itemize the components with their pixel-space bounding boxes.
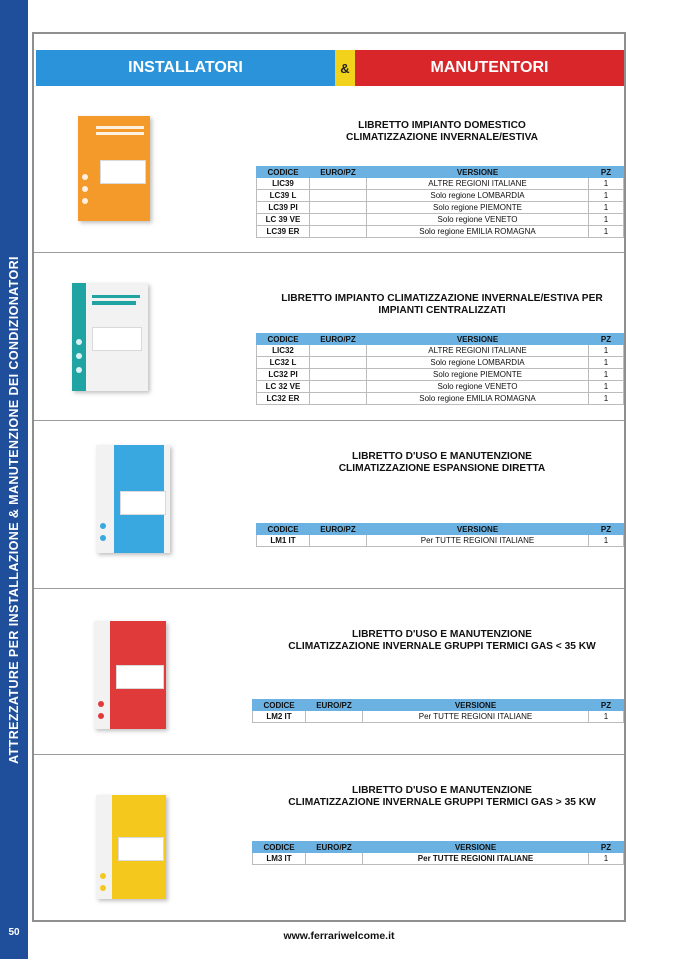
cell-code: LC32 L: [257, 357, 310, 369]
col-euro: EURO/PZ: [310, 524, 367, 535]
side-title: ATTREZZATURE PER INSTALLAZIONE & MANUTENZIONE DEI CONDIZIONATORI: [7, 256, 21, 764]
col-versione: VERSIONE: [367, 334, 589, 345]
booklet-image-orange: [78, 116, 150, 221]
col-codice: CODICE: [257, 524, 310, 535]
table-row: [257, 190, 624, 202]
col-codice: CODICE: [253, 700, 306, 711]
cell-version: Solo regione LOMBARDIA: [367, 190, 589, 202]
cell-pz: 1: [589, 345, 624, 357]
table-row: [257, 345, 624, 357]
booklet-image-teal: [72, 283, 148, 391]
booklet-image-blue: [96, 445, 170, 553]
table-row: [253, 711, 624, 723]
booklet-image-yellow: [96, 795, 166, 899]
cell-version: ALTRE REGIONI ITALIANE: [367, 345, 589, 357]
cell-version: Per TUTTE REGIONI ITALIANE: [363, 711, 589, 723]
booklet-image-red: [94, 621, 166, 729]
cell-euro: [310, 381, 367, 393]
cell-version: Solo regione VENETO: [367, 381, 589, 393]
cell-code: LC39 PI: [257, 202, 310, 214]
section-title: [262, 785, 622, 809]
spec-table: [252, 841, 624, 865]
banner-installatori: INSTALLATORI: [36, 50, 335, 86]
col-pz: PZ: [589, 334, 624, 345]
cell-euro: [310, 226, 367, 238]
col-euro: EURO/PZ: [310, 334, 367, 345]
cell-euro: [310, 214, 367, 226]
product-section-lic39: [34, 86, 624, 252]
table-row: [257, 369, 624, 381]
col-versione: VERSIONE: [367, 524, 589, 535]
product-section-lm2: [34, 588, 624, 755]
section-title-line2: CLIMATIZZAZIONE INVERNALE/ESTIVA: [345, 132, 539, 143]
catalog-frame: [32, 32, 626, 922]
cell-pz: 1: [589, 535, 624, 547]
cell-euro: [310, 345, 367, 357]
table-row: [257, 381, 624, 393]
col-versione: VERSIONE: [363, 700, 589, 711]
section-title-line1: LIBRETTO IMPIANTO DOMESTICO: [358, 120, 526, 131]
category-banner: [36, 50, 624, 86]
cell-pz: 1: [589, 178, 624, 190]
section-title-line2: CLIMATIZZAZIONE INVERNALE GRUPPI TERMICI GAS < 35 KW: [288, 641, 596, 652]
cell-code: LM2 IT: [253, 711, 306, 723]
cell-code: LC32 ER: [257, 393, 310, 405]
section-title-line2: CLIMATIZZAZIONE INVERNALE GRUPPI TERMICI GAS > 35 KW: [288, 797, 596, 808]
cell-code: LC 39 VE: [257, 214, 310, 226]
cell-version: Solo regione EMILIA ROMAGNA: [367, 226, 589, 238]
cell-pz: 1: [589, 393, 624, 405]
cell-code: LC 32 VE: [257, 381, 310, 393]
cell-code: LIC39: [257, 178, 310, 190]
table-row: [257, 357, 624, 369]
col-codice: CODICE: [257, 167, 310, 178]
section-title-line2: IMPIANTI CENTRALIZZATI: [378, 305, 506, 316]
col-versione: VERSIONE: [363, 842, 589, 853]
section-title-line1: LIBRETTO D'USO E MANUTENZIONE: [352, 785, 532, 796]
table-row: [257, 214, 624, 226]
cell-version: Per TUTTE REGIONI ITALIANE: [367, 535, 589, 547]
section-title-line1: LIBRETTO D'USO E MANUTENZIONE: [352, 451, 532, 462]
section-title: [262, 629, 622, 653]
cell-pz: 1: [589, 711, 624, 723]
col-pz: PZ: [589, 167, 624, 178]
col-pz: PZ: [589, 842, 624, 853]
spec-table: [252, 699, 624, 723]
col-codice: CODICE: [253, 842, 306, 853]
cell-euro: [310, 393, 367, 405]
cell-euro: [310, 535, 367, 547]
page-number: 50: [8, 927, 20, 938]
col-versione: VERSIONE: [367, 167, 589, 178]
banner-manutentori: MANUTENTORI: [355, 50, 624, 86]
cell-version: Solo regione VENETO: [367, 214, 589, 226]
cell-euro: [310, 178, 367, 190]
cell-pz: 1: [589, 853, 624, 865]
section-title-line2: CLIMATIZZAZIONE ESPANSIONE DIRETTA: [338, 463, 546, 474]
col-euro: EURO/PZ: [310, 167, 367, 178]
table-row: [257, 393, 624, 405]
col-codice: CODICE: [257, 334, 310, 345]
cell-euro: [310, 369, 367, 381]
cell-pz: 1: [589, 357, 624, 369]
col-pz: PZ: [589, 700, 624, 711]
product-section-lm3: [34, 754, 624, 921]
section-title-line1: LIBRETTO D'USO E MANUTENZIONE: [352, 629, 532, 640]
col-euro: EURO/PZ: [306, 700, 363, 711]
cell-code: LM3 IT: [253, 853, 306, 865]
cell-euro: [306, 853, 363, 865]
cell-euro: [310, 357, 367, 369]
section-title: [262, 120, 622, 144]
cell-code: LIC32: [257, 345, 310, 357]
cell-version: Solo regione EMILIA ROMAGNA: [367, 393, 589, 405]
table-row: [257, 535, 624, 547]
spec-table: [256, 523, 624, 547]
table-row: [257, 178, 624, 190]
banner-ampersand: &: [335, 50, 355, 86]
spec-table: [256, 166, 624, 238]
cell-pz: 1: [589, 214, 624, 226]
table-row: [257, 226, 624, 238]
cell-euro: [310, 190, 367, 202]
product-section-lic32: [34, 252, 624, 421]
cell-code: LC39 L: [257, 190, 310, 202]
col-euro: EURO/PZ: [306, 842, 363, 853]
side-bar: [0, 0, 28, 959]
cell-pz: 1: [589, 202, 624, 214]
cell-version: ALTRE REGIONI ITALIANE: [367, 178, 589, 190]
cell-code: LM1 IT: [257, 535, 310, 547]
cell-pz: 1: [589, 226, 624, 238]
cell-euro: [310, 202, 367, 214]
section-title: [262, 451, 622, 475]
section-title: [262, 293, 622, 317]
col-pz: PZ: [589, 524, 624, 535]
website-link[interactable]: www.ferrariwelcome.it: [283, 930, 395, 942]
spec-table: [256, 333, 624, 405]
cell-code: LC39 ER: [257, 226, 310, 238]
cell-version: Solo regione PIEMONTE: [367, 369, 589, 381]
section-title-line1: LIBRETTO IMPIANTO CLIMATIZZAZIONE INVERNALE/ESTIVA PER: [281, 293, 603, 304]
cell-pz: 1: [589, 369, 624, 381]
cell-version: Solo regione LOMBARDIA: [367, 357, 589, 369]
cell-euro: [306, 711, 363, 723]
cell-pz: 1: [589, 381, 624, 393]
cell-version: Per TUTTE REGIONI ITALIANE: [363, 853, 589, 865]
cell-version: Solo regione PIEMONTE: [367, 202, 589, 214]
cell-code: LC32 PI: [257, 369, 310, 381]
cell-pz: 1: [589, 190, 624, 202]
table-row: [253, 853, 624, 865]
product-section-lm1: [34, 420, 624, 589]
table-row: [257, 202, 624, 214]
